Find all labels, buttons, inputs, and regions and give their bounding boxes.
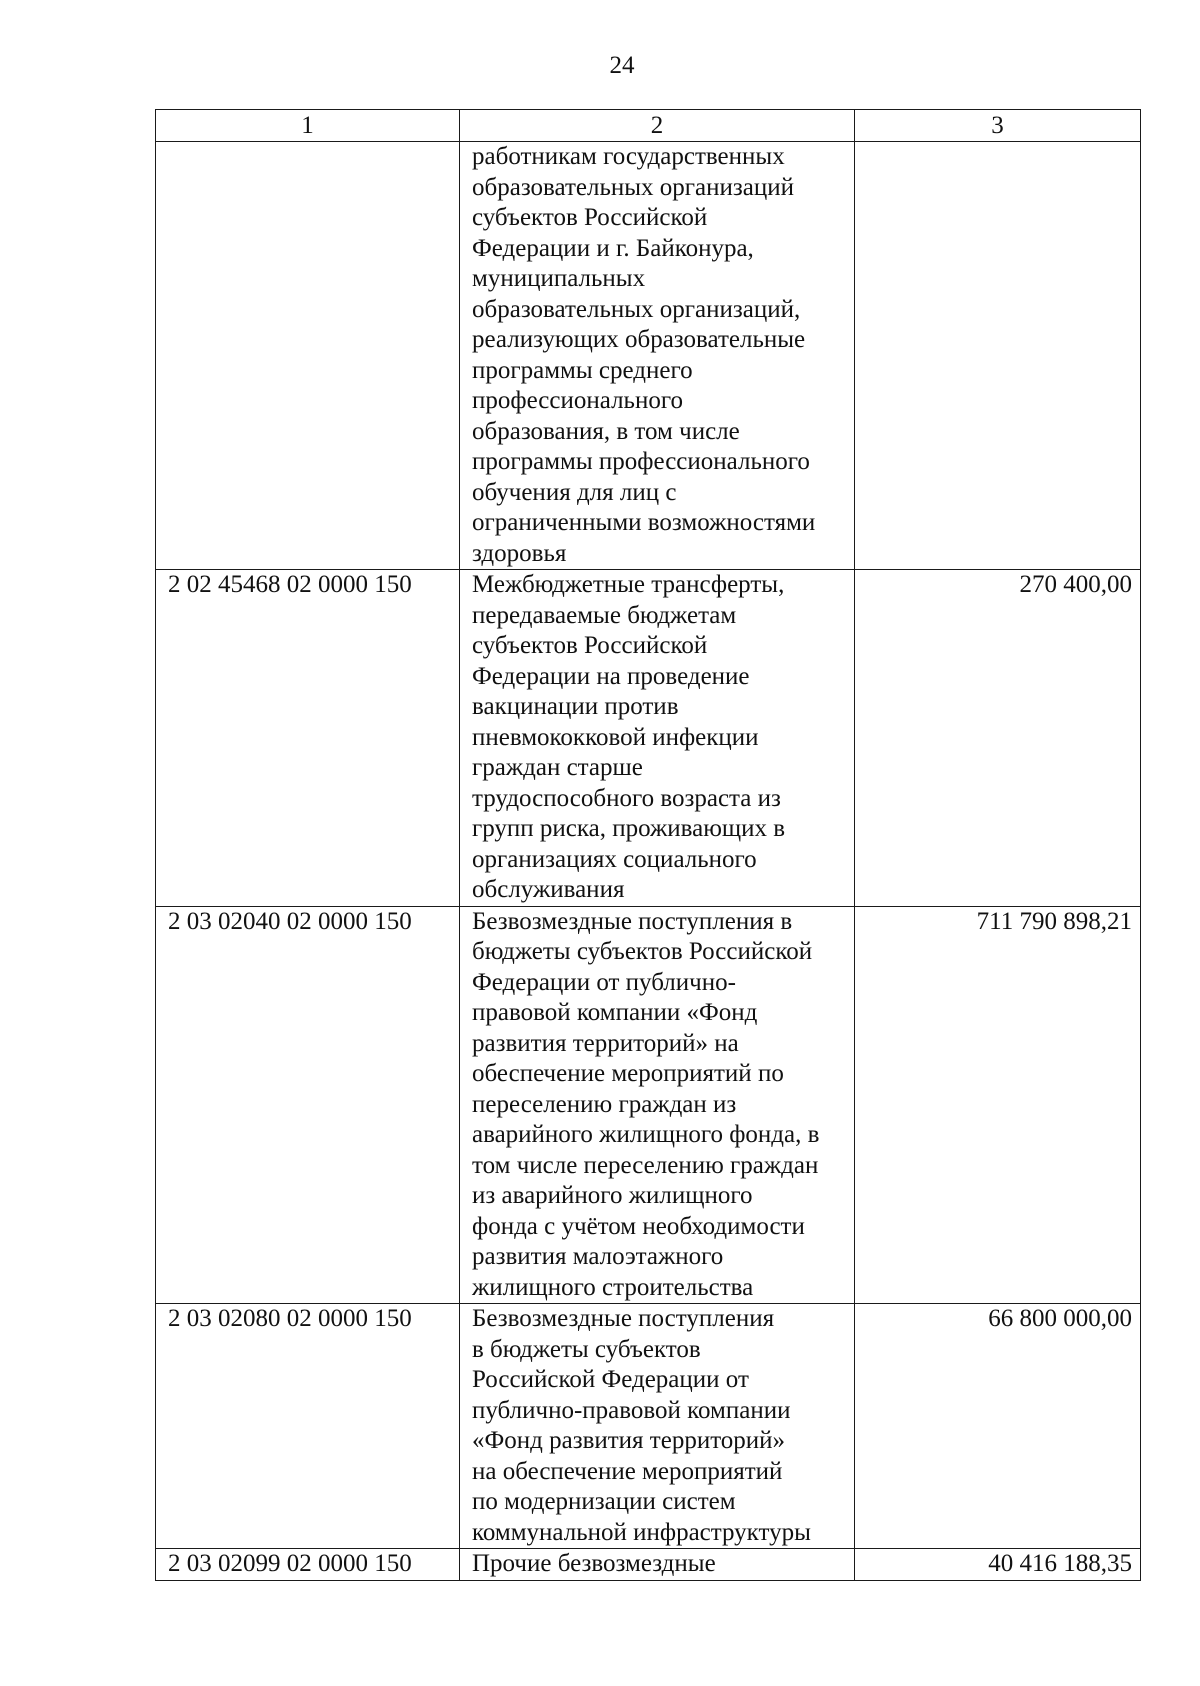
budget-table — [155, 109, 1141, 1581]
row-name-line: из аварийного жилищного — [472, 1182, 753, 1209]
row-name-line: бюджеты субъектов Российской — [472, 938, 813, 965]
row-name-line: субъектов Российской — [472, 204, 708, 231]
table-row — [156, 1549, 1141, 1581]
row-name-cell — [460, 142, 855, 570]
table-header — [156, 110, 1141, 142]
row-name-line: субъектов Российской — [472, 632, 708, 659]
row-code-cell: 2 03 02040 02 0000 150 — [156, 906, 460, 1304]
row-amount-cell: 40 416 188,35 — [855, 1549, 1141, 1581]
row-name-line: Федерации и г. Байконура, — [472, 234, 754, 262]
row-name-line: ограниченными возможностями — [472, 509, 816, 536]
row-name-line: профессионального — [472, 387, 683, 414]
row-name-cell — [460, 1304, 855, 1549]
column-header-name: 2 — [460, 110, 855, 142]
row-name-line: переселению граждан из — [472, 1090, 737, 1118]
row-name-line: здоровья — [472, 539, 567, 567]
row-name-line: в бюджеты субъектов — [472, 1335, 701, 1363]
table-row — [156, 906, 1141, 1304]
row-name-line: аварийного жилищного фонда, в — [472, 1121, 820, 1148]
row-name-line: том числе переселению граждан — [472, 1151, 819, 1179]
table-row — [156, 570, 1141, 907]
row-name-line: Безвозмездные поступления в — [472, 907, 793, 935]
row-name-line: работникам государственных — [472, 143, 785, 170]
row-name-line: трудоспособного возраста из — [472, 784, 781, 812]
table-row — [156, 142, 1141, 570]
row-name-cell — [460, 1549, 855, 1581]
row-name-line: развития территорий» на — [472, 1029, 739, 1057]
row-name-line: пневмококковой инфекции — [472, 723, 759, 751]
row-name-line: жилищного строительства — [472, 1273, 754, 1301]
row-code-cell: 2 03 02080 02 0000 150 — [156, 1304, 460, 1549]
row-name-line: Федерации от публично- — [472, 968, 736, 996]
column-header-amount: 3 — [855, 110, 1141, 142]
row-name-line: развития малоэтажного — [472, 1243, 724, 1270]
row-name-line: обучения для лиц с — [472, 478, 677, 506]
row-name-line: публично-правовой компании — [472, 1396, 791, 1424]
row-name-line: Прочие безвозмездные — [472, 1550, 716, 1577]
row-name-line: Российской Федерации от — [472, 1366, 749, 1393]
row-name-line: образовательных организаций, — [472, 295, 801, 323]
row-name-line: реализующих образовательные — [472, 326, 806, 353]
column-header-code: 1 — [156, 110, 460, 142]
row-name-line: образования, в том числе — [472, 417, 740, 445]
row-name-line: Безвозмездные поступления — [472, 1305, 775, 1332]
page-number: 24 — [609, 52, 635, 79]
row-name-line: обеспечение мероприятий по — [472, 1060, 784, 1087]
row-name-line: правовой компании «Фонд — [472, 999, 758, 1026]
row-name-line: граждан старше — [472, 754, 643, 781]
row-name-line: групп риска, проживающих в — [472, 815, 786, 842]
row-name-line: организациях социального — [472, 845, 757, 873]
row-name-line: Межбюджетные трансферты, — [472, 571, 785, 598]
row-name-line: программы профессионального — [472, 448, 810, 475]
row-amount-cell: 711 790 898,21 — [855, 906, 1141, 1304]
row-name-line: муниципальных — [472, 265, 646, 292]
row-code-cell: 2 02 45468 02 0000 150 — [156, 570, 460, 907]
row-name-line: вакцинации против — [472, 693, 679, 720]
row-name-line: программы среднего — [472, 356, 693, 384]
header-row — [156, 110, 1141, 142]
row-name-line: Федерации на проведение — [472, 662, 750, 690]
row-code-cell: 2 03 02099 02 0000 150 — [156, 1549, 460, 1581]
row-code-cell — [156, 142, 460, 570]
row-amount-cell: 270 400,00 — [855, 570, 1141, 907]
row-amount-cell: 66 800 000,00 — [855, 1304, 1141, 1549]
table-body — [156, 142, 1141, 1581]
row-name-line: образовательных организаций — [472, 173, 795, 201]
table-row — [156, 1304, 1141, 1549]
row-name-line: обслуживания — [472, 876, 625, 903]
row-name-line: передаваемые бюджетам — [472, 601, 737, 629]
row-name-line: коммунальной инфраструктуры — [472, 1518, 811, 1546]
row-name-cell — [460, 570, 855, 907]
row-name-line: на обеспечение мероприятий — [472, 1457, 783, 1485]
row-name-line: «Фонд развития территорий» — [472, 1427, 786, 1454]
row-amount-cell — [855, 142, 1141, 570]
row-name-cell — [460, 906, 855, 1304]
row-name-line: фонда с учётом необходимости — [472, 1212, 805, 1240]
row-name-line: по модернизации систем — [472, 1488, 736, 1515]
